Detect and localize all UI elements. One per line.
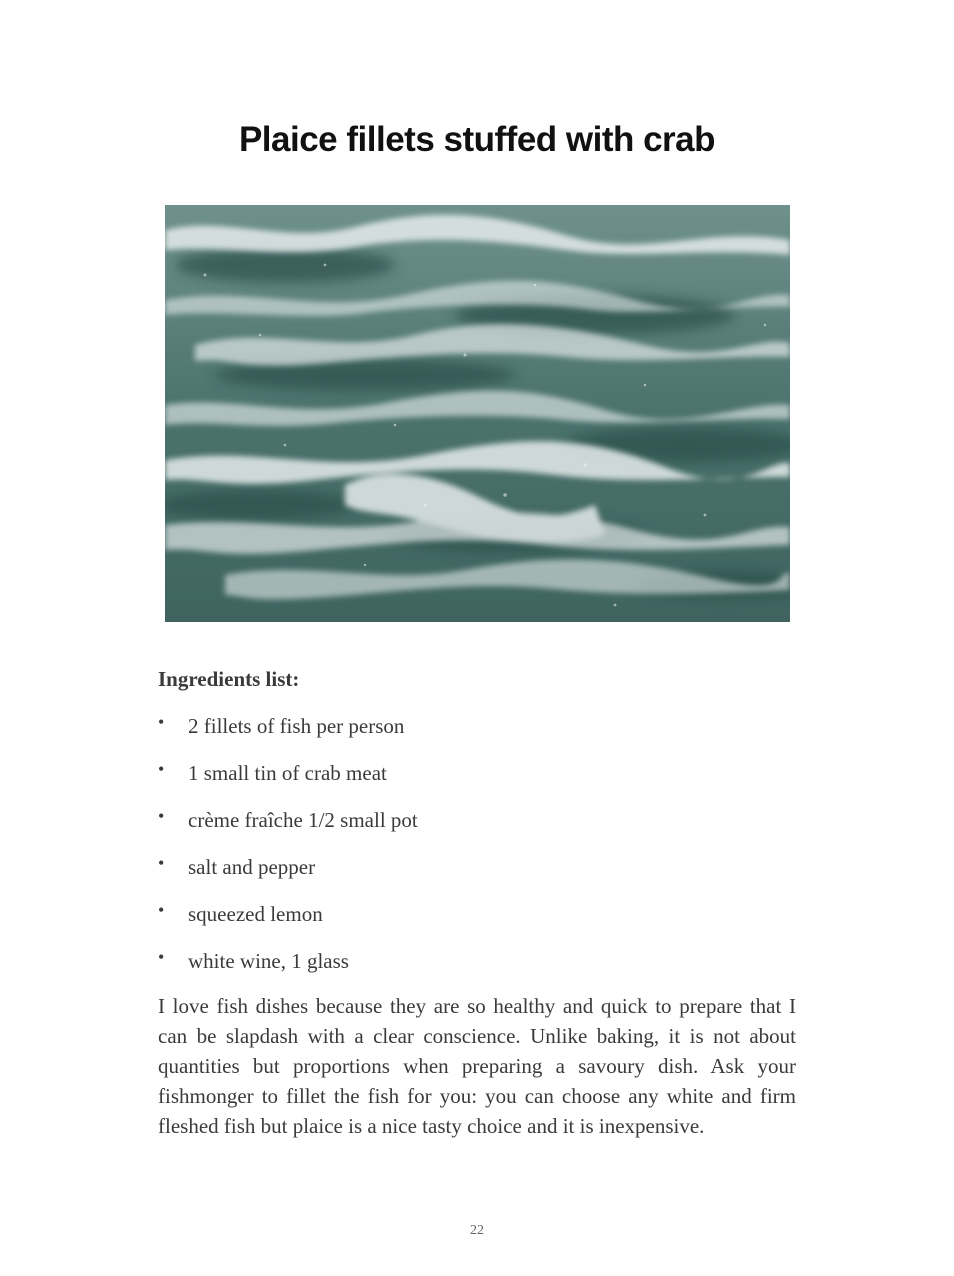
ingredient-item: • white wine, 1 glass <box>158 946 418 993</box>
ingredient-item: • squeezed lemon <box>158 899 418 946</box>
bullet-icon: • <box>158 947 165 967</box>
ingredients-list <box>158 711 418 993</box>
bullet-icon: • <box>158 712 165 732</box>
recipe-intro-paragraph: I love fish dishes because they are so healthy and quick to prepare that I can be slapdash with a clear conscience. Unlike baking, it is not about quantities but proportions when preparing a savoury dish. Ask your fishmonger to fillet the fish for you: you can choose any white and firm fleshed fish but plaice is a nice tasty choice and it is inexpensive. <box>158 994 796 1138</box>
page-title: Plaice fillets stuffed with crab <box>238 120 716 159</box>
sea-water-image <box>165 205 790 622</box>
sea-water-photo <box>165 205 790 622</box>
ingredient-item: • 1 small tin of crab meat <box>158 758 418 805</box>
ingredient-item: • salt and pepper <box>158 852 418 899</box>
ingredient-item: • 2 fillets of fish per person <box>158 711 418 758</box>
page-number: 22 <box>470 1223 484 1238</box>
bullet-icon: • <box>158 806 165 826</box>
bullet-icon: • <box>158 853 165 873</box>
bullet-icon: • <box>158 900 165 920</box>
ingredient-item: • crème fraîche 1/2 small pot <box>158 805 418 852</box>
ingredients-heading: Ingredients list: <box>158 667 300 691</box>
bullet-icon: • <box>158 759 165 779</box>
